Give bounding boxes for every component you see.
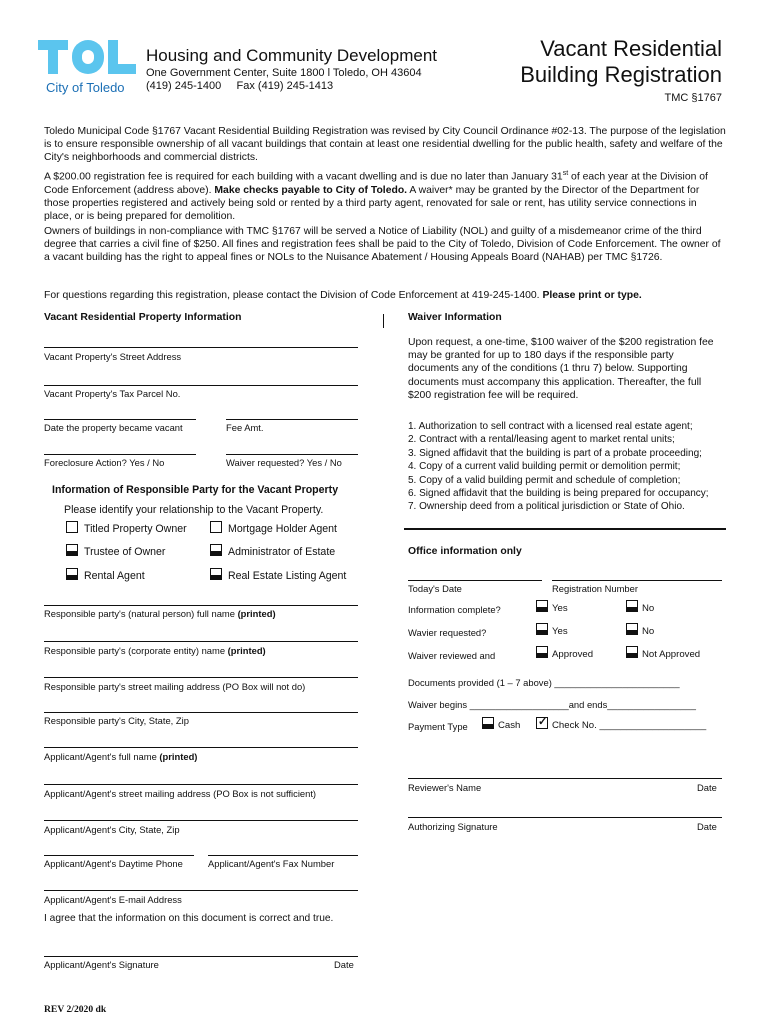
waiver-requested-field[interactable]: [226, 454, 358, 455]
intro-paragraph-3: Owners of buildings in non-compliance with TMC §1767 will be served a Notice of Liability (NOL) and guilty of a misdemeanor crime of the third degree that carries a civil fine of $250. All fines and registration fees shall be paid to the City of Toledo, Division of Code Enforcement. The owner of a vacant building has the right to appeal fines or NOLs to the Nuisance Abatement / Housing Appeals Board (NAHAB) per TMC §1726.: [44, 226, 721, 264]
option-label: Rental Agent: [84, 570, 145, 582]
natural-person-name-field[interactable]: [44, 605, 358, 606]
street-address-label: Vacant Property's Street Address: [44, 351, 182, 362]
authorizing-signature-label: Authorizing Signature: [408, 821, 498, 832]
authorizing-signature-field[interactable]: [408, 817, 722, 818]
payment-check[interactable]: [536, 717, 706, 731]
option-real-estate-agent[interactable]: [210, 568, 346, 582]
form-title-line2: Building Registration: [520, 62, 722, 87]
label-text: Applicant/Agent's full name: [44, 751, 160, 762]
intro-p2-sup: st: [562, 170, 569, 177]
agent-name-label: [44, 751, 197, 762]
agreement-statement: I agree that the information on this document is correct and true.: [44, 913, 334, 924]
agent-mailing-address-label: Applicant/Agent's street mailing address (PO Box is not sufficient): [44, 788, 317, 799]
checkbox-icon[interactable]: [66, 544, 78, 556]
checkbox-icon[interactable]: [626, 623, 638, 635]
org-phone: (419) 245-1400: [146, 80, 222, 92]
intro-paragraph-2: [44, 167, 726, 223]
contact-question-text: For questions regarding this registration, please contact the Division of Code Enforcement at 419-245-1400.: [44, 290, 540, 301]
checkbox-icon[interactable]: [66, 568, 78, 580]
tax-parcel-label: Vacant Property's Tax Parcel No.: [44, 388, 181, 399]
wavier-requested-yes[interactable]: [536, 623, 568, 637]
label-text: Responsible party's (natural person) full name: [44, 608, 238, 619]
waiver-condition: 7. Ownership deed from a political jurisdiction or State of Ohio.: [408, 501, 685, 513]
checkbox-icon[interactable]: [536, 646, 548, 658]
reviewer-name-field[interactable]: [408, 778, 722, 779]
agent-fax-label: Applicant/Agent's Fax Number: [208, 858, 335, 869]
property-info-heading: Vacant Residential Property Information: [44, 312, 242, 323]
section-divider: [404, 528, 726, 530]
option-trustee[interactable]: [66, 544, 165, 558]
option-label: Approved: [552, 649, 594, 660]
intro-p2-text-c: A waiver* may be granted by the Director of the Department for those properties registered and actively being sold or rented by a third party agent, renovated for sale or rent, has utility service connections in place, or is being prepared for demolition.: [44, 184, 700, 223]
option-label: No: [642, 603, 655, 614]
intro-p2-bold: Make checks payable to City of Toledo.: [211, 184, 408, 196]
form-tmc-code: TMC §1767: [664, 92, 722, 104]
responsible-party-heading: Information of Responsible Party for the Vacant Property: [52, 484, 339, 496]
checkbox-icon[interactable]: [210, 544, 222, 556]
waiver-dates-field[interactable]: Waiver begins ___________________and ends_________________: [408, 699, 696, 710]
info-complete-label: Information complete?: [408, 604, 501, 615]
print-or-type-note: Please print or type.: [539, 290, 642, 301]
waiver-condition: 5. Copy of a valid building permit and schedule of completion;: [408, 474, 681, 486]
tol-logo: [38, 40, 138, 80]
payment-cash[interactable]: [482, 717, 520, 731]
option-label: Administrator of Estate: [228, 546, 336, 558]
org-phone-fax: [146, 80, 333, 92]
form-title-line1: Vacant Residential: [540, 36, 722, 61]
tax-parcel-field[interactable]: [44, 385, 358, 386]
agent-city-field[interactable]: [44, 820, 358, 821]
wavier-reviewed-label: Waiver reviewed and: [408, 650, 496, 661]
agent-fax-field[interactable]: [208, 855, 358, 856]
checkbox-icon[interactable]: [536, 600, 548, 612]
option-label: Cash: [498, 720, 521, 731]
option-titled-owner[interactable]: [66, 521, 187, 535]
printed-note: (printed): [237, 608, 276, 619]
waiver-condition: 3. Signed affidavit that the building is part of a probate proceeding;: [408, 447, 702, 459]
option-label: Yes: [552, 626, 568, 637]
todays-date-label: Today's Date: [408, 583, 462, 594]
waiver-condition: 1. Authorization to sell contract with a licensed real estate agent;: [408, 421, 693, 432]
option-label: Check No. ____________________: [552, 720, 707, 731]
revision-note: REV 2/2020 dk: [44, 1004, 107, 1015]
agent-name-field[interactable]: [44, 747, 358, 748]
registration-number-field[interactable]: [552, 580, 722, 581]
checkbox-icon[interactable]: [536, 623, 548, 635]
reviewer-name-label: Reviewer's Name: [408, 782, 482, 793]
city-of-toledo-logo-text: City of Toledo: [46, 80, 125, 95]
contact-question: [44, 290, 642, 301]
waiver-conditions-list: [408, 420, 728, 514]
checkbox-icon[interactable]: [210, 568, 222, 580]
fee-amount-label: Fee Amt.: [226, 422, 264, 433]
todays-date-field[interactable]: [408, 580, 542, 581]
option-label: Trustee of Owner: [84, 546, 166, 558]
label-text: Responsible party's (corporate entity) name: [44, 645, 228, 656]
agent-email-field[interactable]: [44, 890, 358, 891]
signature-field[interactable]: [44, 956, 358, 957]
org-fax: Fax (419) 245-1413: [236, 80, 334, 92]
natural-person-name-label: [44, 608, 276, 619]
agent-city-label: Applicant/Agent's City, State, Zip: [44, 824, 180, 835]
waiver-condition: 6. Signed affidavit that the building is being prepared for occupancy;: [408, 488, 709, 500]
agent-email-label: Applicant/Agent's E-mail Address: [44, 894, 182, 905]
org-name: Housing and Community Development: [146, 46, 438, 65]
info-complete-yes[interactable]: [536, 600, 568, 614]
foreclosure-label: Foreclosure Action? Yes / No: [44, 457, 165, 468]
info-complete-no[interactable]: [626, 600, 654, 614]
payment-type-label: Payment Type: [408, 721, 468, 732]
authorizing-date-label: Date: [697, 821, 717, 832]
option-label: Not Approved: [642, 649, 701, 660]
wavier-requested-label: Wavier requested?: [408, 627, 487, 638]
checkbox-icon[interactable]: [66, 521, 78, 533]
office-info-heading: Office information only: [408, 546, 522, 557]
option-label: Titled Property Owner: [84, 523, 187, 535]
printed-note: (printed): [159, 751, 198, 762]
date-vacant-field[interactable]: [44, 419, 196, 420]
option-label: Yes: [552, 603, 568, 614]
waiver-description: Upon request, a one-time, $100 waiver of the $200 registration fee may be granted for up to 180 days if the responsible party documents any of the conditions (1 thru 7) below. Supporting documents must accompany this application. Thereafter, the full $200 registration fee will be required.: [408, 337, 714, 401]
waiver-info-heading: Waiver Information: [408, 312, 502, 323]
reviewed-approved[interactable]: [536, 646, 593, 660]
checkbox-icon[interactable]: [626, 600, 638, 612]
resp-city-field[interactable]: [44, 712, 358, 713]
checkbox-icon[interactable]: [210, 521, 222, 533]
checked-checkbox-icon[interactable]: [536, 717, 548, 729]
org-address: One Government Center, Suite 1800 l Toledo, OH 43604: [146, 67, 422, 79]
option-mortgage-holder[interactable]: [210, 521, 337, 535]
printed-note: (printed): [227, 645, 266, 656]
resp-mailing-address-label: Responsible party's street mailing address (PO Box will not do): [44, 681, 306, 692]
relationship-instruction: Please identify your relationship to the Vacant Property.: [64, 504, 324, 516]
agent-phone-label: Applicant/Agent's Daytime Phone: [44, 858, 183, 869]
foreclosure-field[interactable]: [44, 454, 196, 455]
corporate-name-label: [44, 645, 266, 656]
checkbox-icon[interactable]: [482, 717, 494, 729]
option-label: Mortgage Holder Agent: [228, 523, 337, 535]
agent-phone-field[interactable]: [44, 855, 194, 856]
fee-amount-field[interactable]: [226, 419, 358, 420]
reviewed-not-approved[interactable]: [626, 646, 700, 660]
wavier-requested-no[interactable]: [626, 623, 654, 637]
street-address-field[interactable]: [44, 347, 358, 348]
intro-p2-text-b: of each year at the Division of Code Enforcement (address above).: [44, 171, 708, 196]
checkbox-icon[interactable]: [626, 646, 638, 658]
signature-label: Applicant/Agent's Signature: [44, 959, 159, 970]
resp-mailing-address-field[interactable]: [44, 677, 358, 678]
intro-p2-text: A $200.00 registration fee is required for each building with a vacant dwelling and is due no later than January 31: [44, 171, 563, 183]
column-divider: [383, 314, 384, 328]
date-vacant-label: Date the property became vacant: [44, 422, 183, 433]
option-label: Real Estate Listing Agent: [228, 570, 347, 582]
intro-paragraph-1: Toledo Municipal Code §1767 Vacant Residential Building Registration was revised by City Council Ordinance #02-13. The purpose of the legislation is to ensure responsible ownership of all vacant buildings that contain at least one residential dwelling for the public health, safety and welfare of the City's neighborhoods and commercial districts.: [44, 126, 726, 164]
agent-mailing-address-field[interactable]: [44, 784, 358, 785]
waiver-condition: 2. Contract with a rental/leasing agent to market rental units;: [408, 434, 675, 446]
waiver-requested-label: Waiver requested? Yes / No: [226, 457, 342, 468]
reviewer-date-label: Date: [697, 782, 717, 793]
option-rental-agent[interactable]: [66, 568, 145, 582]
resp-city-label: Responsible party's City, State, Zip: [44, 715, 189, 726]
documents-provided-field[interactable]: Documents provided (1 – 7 above) ________________________: [408, 677, 680, 688]
waiver-condition: 4. Copy of a current valid building permit or demolition permit;: [408, 461, 681, 473]
option-administrator[interactable]: [210, 544, 335, 558]
signature-date-label: Date: [334, 959, 354, 970]
option-label: No: [642, 626, 655, 637]
corporate-name-field[interactable]: [44, 641, 358, 642]
registration-number-label: Registration Number: [552, 583, 638, 594]
